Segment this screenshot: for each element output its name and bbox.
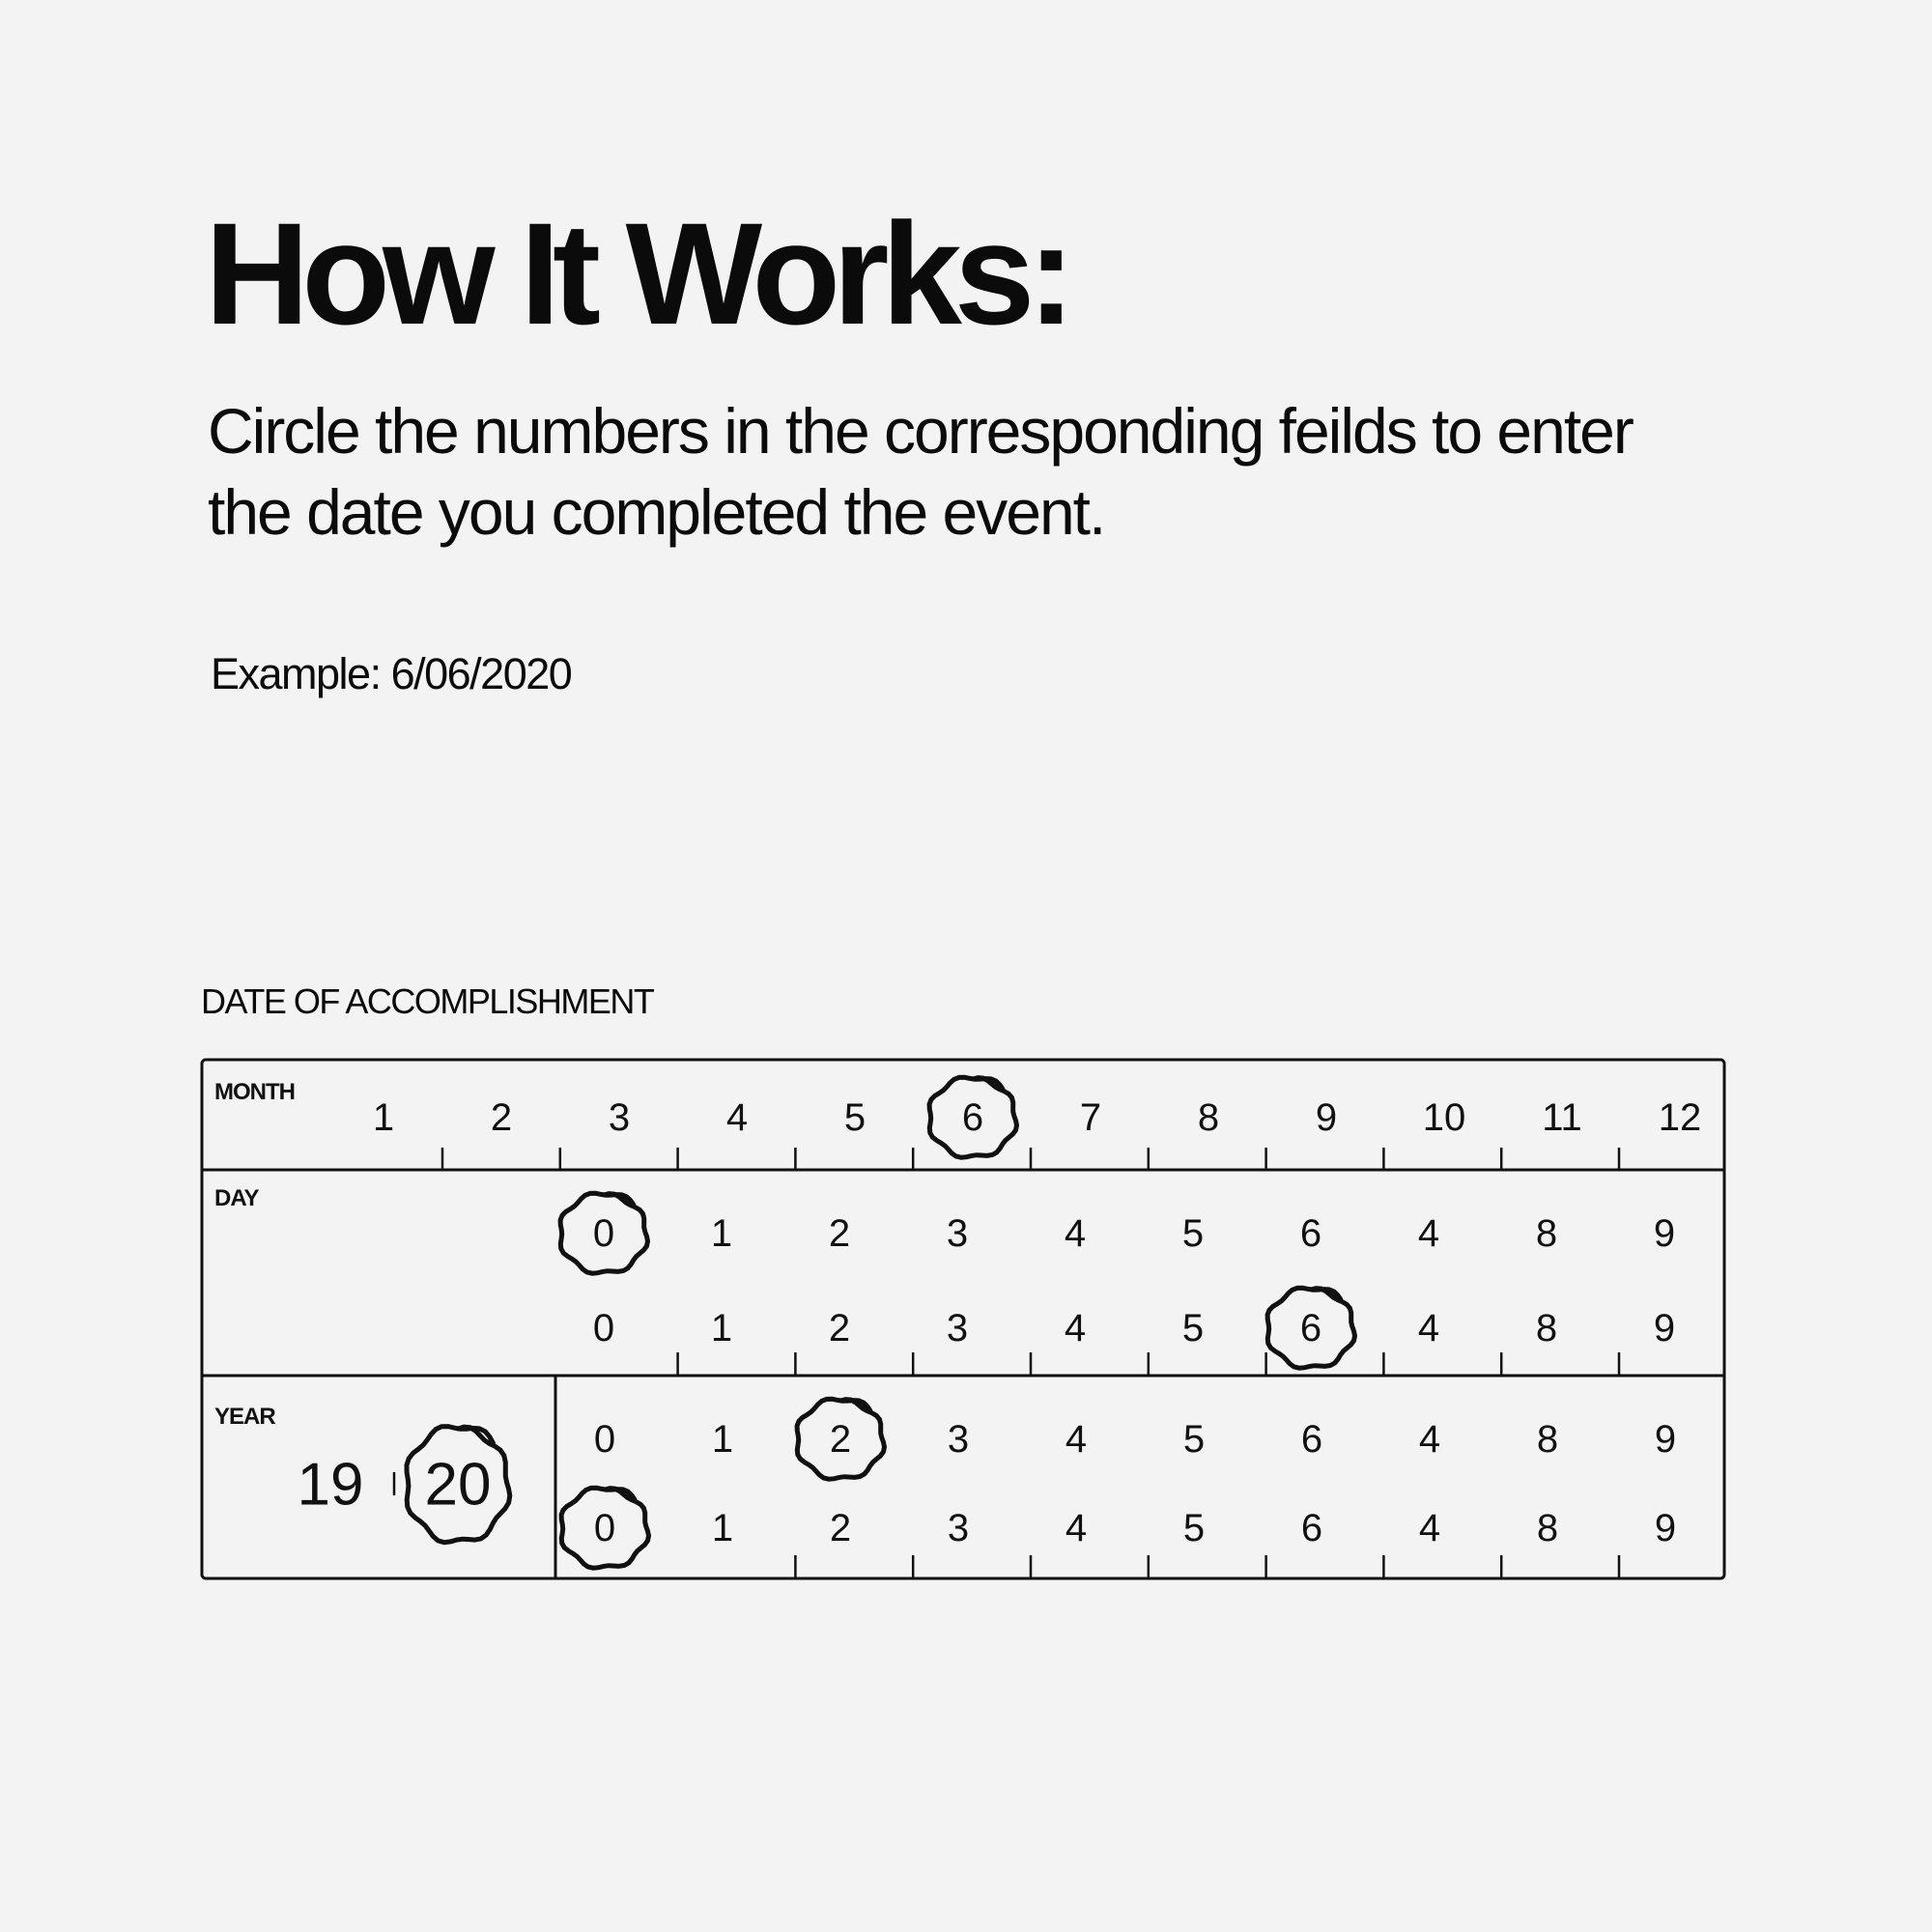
day-ones-option[interactable]: 8: [1535, 1307, 1558, 1350]
year-tens-option[interactable]: 8: [1536, 1418, 1559, 1461]
day-tens-option[interactable]: 9: [1653, 1212, 1676, 1255]
year-ones-options: [561, 1488, 1676, 1568]
day-ones-option[interactable]: 9: [1653, 1307, 1676, 1350]
year-ones-option[interactable]: 2: [829, 1507, 852, 1549]
month-option[interactable]: 4: [725, 1096, 749, 1139]
day-ones-option[interactable]: 4: [1417, 1307, 1440, 1350]
day-tens-option[interactable]: 0: [592, 1212, 615, 1255]
year-ones-option[interactable]: 3: [947, 1507, 970, 1549]
month-option[interactable]: 2: [490, 1096, 513, 1139]
year-ones-option[interactable]: 8: [1536, 1507, 1559, 1549]
month-option[interactable]: 7: [1079, 1096, 1102, 1139]
year-ones-option[interactable]: 0: [593, 1507, 616, 1549]
year-tens-option[interactable]: 1: [711, 1418, 734, 1461]
month-option[interactable]: 10: [1422, 1096, 1466, 1139]
day-label: DAY: [214, 1185, 259, 1211]
month-label: MONTH: [214, 1079, 295, 1105]
century-option[interactable]: 20: [424, 1451, 492, 1519]
year-tens-option[interactable]: 6: [1300, 1418, 1323, 1461]
year-ones-option[interactable]: 9: [1654, 1507, 1677, 1549]
year-tens-option[interactable]: 0: [593, 1418, 616, 1461]
row-ticks: [442, 1148, 1619, 1578]
year-ones-option[interactable]: 6: [1300, 1507, 1323, 1549]
day-tens-option[interactable]: 4: [1417, 1212, 1440, 1255]
day-ones-option[interactable]: 6: [1299, 1307, 1322, 1350]
day-ones-option[interactable]: 3: [946, 1307, 969, 1350]
year-tens-option[interactable]: 9: [1654, 1418, 1677, 1461]
day-ones-option[interactable]: 5: [1181, 1307, 1205, 1350]
page-title: How It Works:: [205, 192, 1068, 355]
month-options: [373, 1077, 1701, 1157]
year-tens-option[interactable]: 2: [829, 1418, 852, 1461]
month-option[interactable]: 6: [961, 1096, 984, 1139]
century-options: [298, 1427, 510, 1543]
month-option[interactable]: 9: [1315, 1096, 1338, 1139]
day-tens-option[interactable]: 6: [1299, 1212, 1322, 1255]
day-ones-option[interactable]: 2: [828, 1307, 851, 1350]
year-ones-option[interactable]: 4: [1065, 1507, 1088, 1549]
form-label: DATE OF ACCOMPLISHMENT: [201, 981, 654, 1021]
example-date: Example: 6/06/2020: [211, 649, 572, 698]
day-ones-option[interactable]: 0: [592, 1307, 615, 1350]
year-tens-option[interactable]: 5: [1182, 1418, 1206, 1461]
year-ones-option[interactable]: 1: [711, 1507, 734, 1549]
year-tens-option[interactable]: 4: [1418, 1418, 1441, 1461]
month-option[interactable]: 12: [1658, 1096, 1702, 1139]
year-tens-options: [594, 1399, 1676, 1479]
century-option[interactable]: 19: [297, 1451, 364, 1519]
month-option[interactable]: 3: [608, 1096, 631, 1139]
year-label: YEAR: [214, 1404, 275, 1430]
year-tens-option[interactable]: 3: [947, 1418, 970, 1461]
year-ones-option[interactable]: 4: [1418, 1507, 1441, 1549]
day-tens-option[interactable]: 2: [828, 1212, 851, 1255]
day-tens-option[interactable]: 4: [1064, 1212, 1087, 1255]
day-ones-option[interactable]: 1: [710, 1307, 733, 1350]
month-option[interactable]: 11: [1542, 1096, 1582, 1139]
instructions-text: Circle the numbers in the corresponding feilds to enter the date you completed the event.: [208, 395, 1633, 548]
day-tens-options: [560, 1193, 1675, 1273]
month-option[interactable]: 1: [372, 1096, 395, 1139]
day-ones-option[interactable]: 4: [1064, 1307, 1087, 1350]
day-tens-option[interactable]: 8: [1535, 1212, 1558, 1255]
month-option[interactable]: 8: [1197, 1096, 1220, 1139]
day-ones-options: [593, 1288, 1675, 1368]
year-ones-option[interactable]: 5: [1182, 1507, 1206, 1549]
day-tens-option[interactable]: 1: [710, 1212, 733, 1255]
year-tens-option[interactable]: 4: [1065, 1418, 1088, 1461]
day-tens-option[interactable]: 5: [1181, 1212, 1205, 1255]
day-tens-option[interactable]: 3: [946, 1212, 969, 1255]
month-option[interactable]: 5: [843, 1096, 867, 1139]
